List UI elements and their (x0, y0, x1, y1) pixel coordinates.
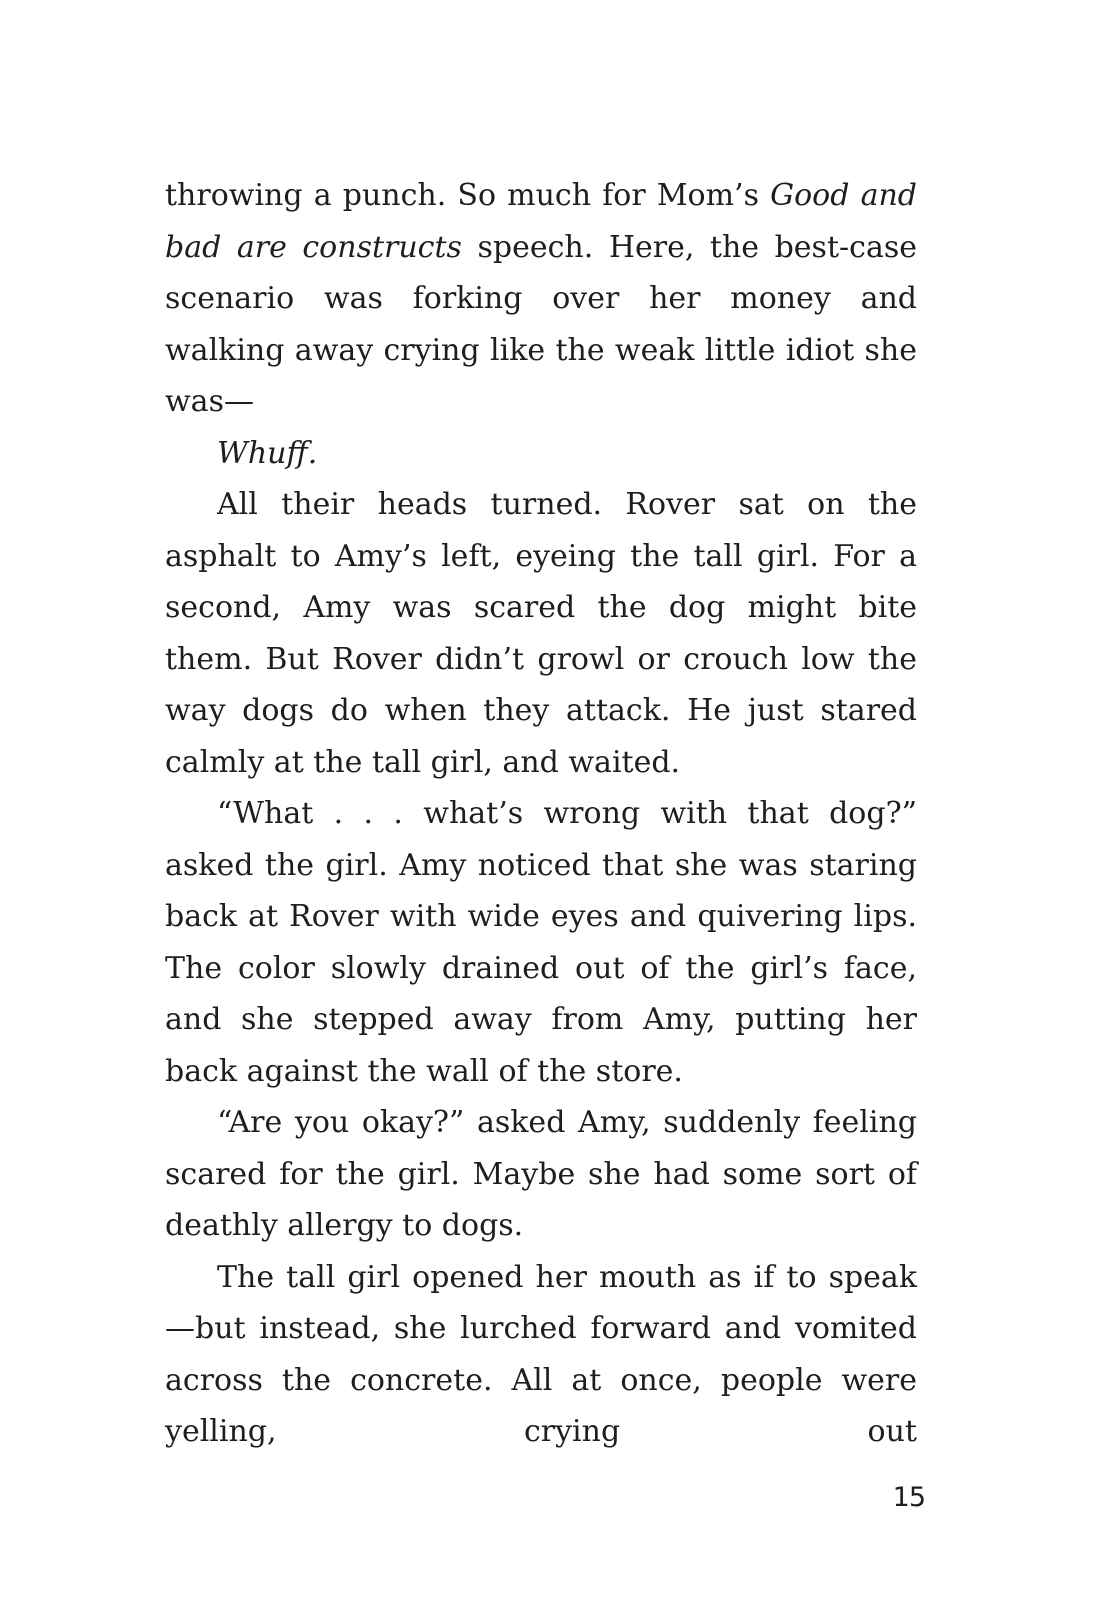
text-segment: “What . . . what’s wrong with that dog?” asked the girl. Amy noticed that she was staring back at Rover with wide eyes and quivering lips. The color slowly drained out of the girl’s face, and she stepped away from Amy, putting her back against the wall of the store. (165, 796, 917, 1089)
paragraph-5 (165, 1097, 917, 1252)
text-segment: The tall girl opened her mouth as if to speak—but instead, she lurched forward and vomited across the concrete. All at once, people were yelling, crying out (165, 1259, 917, 1449)
body-text (165, 170, 917, 1458)
paragraph-2 (165, 428, 917, 480)
paragraph-6 (165, 1252, 917, 1458)
italic-text-segment: Whuff. (217, 435, 318, 471)
text-segment: speech. Here, the best-case scenario was forking over her money and walking away crying like the weak little idiot she was— (165, 229, 917, 419)
text-segment: All their heads turned. Rover sat on the asphalt to Amy’s left, eyeing the tall girl. For a second, Amy was scared the dog might bite them. But Rover didn’t growl or crouch low the way dogs do when they attack. He just stared calmly at the tall girl, and waited. (165, 487, 917, 780)
italic-text-segment: Good and bad are constructs (165, 178, 917, 265)
text-segment: “Are you okay?” asked Amy, suddenly feeling scared for the girl. Maybe she had some sort of deathly allergy to dogs. (165, 1105, 917, 1243)
text-segment: throwing a punch. So much for Mom’s (165, 178, 771, 213)
paragraph-4 (165, 788, 917, 1097)
paragraph-3 (165, 479, 917, 788)
paragraph-1 (165, 170, 917, 428)
page-number: 15 (892, 1482, 925, 1513)
